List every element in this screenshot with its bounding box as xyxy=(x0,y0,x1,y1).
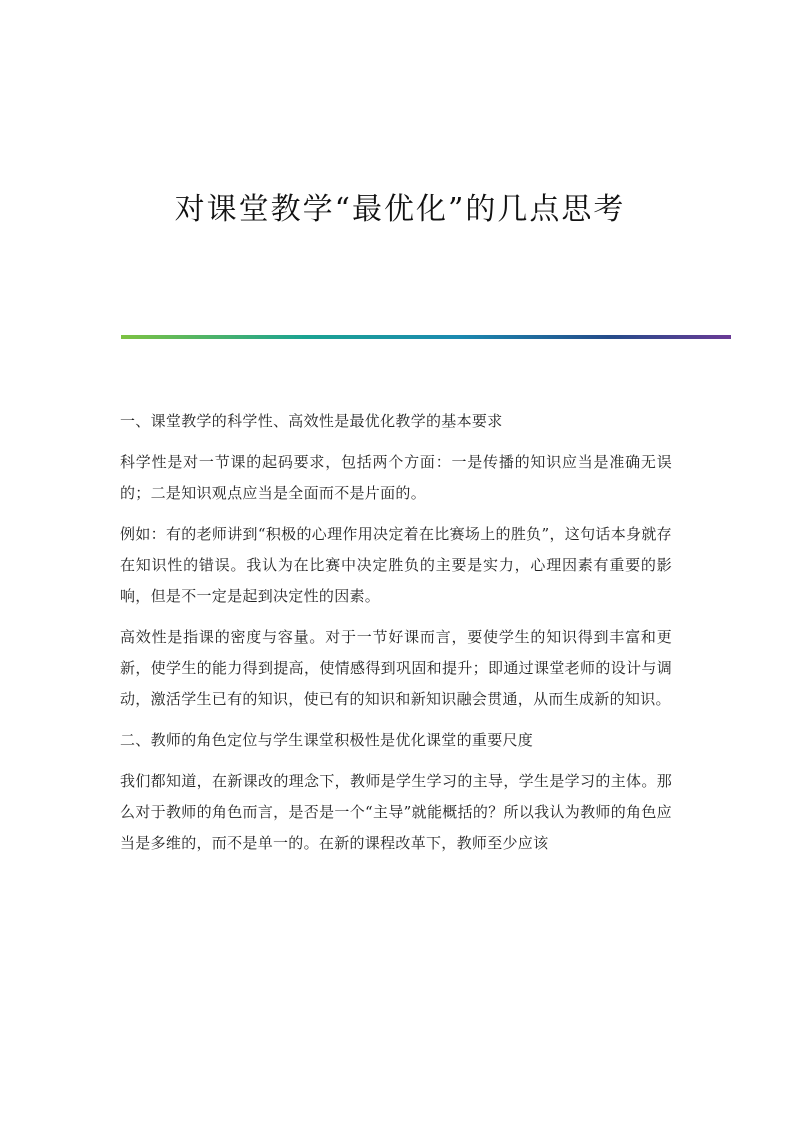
document-title: 对课堂教学“最优化”的几点思考 xyxy=(174,192,626,227)
document-body xyxy=(120,406,672,869)
section-heading: 二、教师的角色定位与学生课堂积极性是优化课堂的重要尺度 xyxy=(120,731,534,749)
section-heading: 一、课堂教学的科学性、高效性是最优化教学的基本要求 xyxy=(120,412,503,430)
title-divider xyxy=(121,335,731,339)
paragraph: 高效性是指课的密度与容量。对于一节好课而言，要使学生的知识得到丰富和更新，使学生的能力得到提高，使情感得到巩固和提升；即通过课堂老师的设计与调动，激活学生已有的知识，使已有的知识和新知识融会贯通，从而生成新的知识。 xyxy=(120,628,672,708)
paragraph: 我们都知道，在新课改的理念下，教师是学生学习的主导，学生是学习的主体。那么对于教师的角色而言，是否是一个“主导”就能概括的？所以我认为教师的角色应当是多维的，而不是单一的。在新的课程改革下，教师至少应该 xyxy=(120,772,672,852)
paragraph: 科学性是对一节课的起码要求，包括两个方面：一是传播的知识应当是准确无误的；二是知识观点应当是全面而不是片面的。 xyxy=(120,453,672,502)
paragraph: 例如：有的老师讲到“积极的心理作用决定着在比赛场上的胜负”，这句话本身就存在知识性的错误。我认为在比赛中决定胜负的主要是实力，心理因素有重要的影响，但是不一定是起到决定性的因素。 xyxy=(120,525,672,605)
